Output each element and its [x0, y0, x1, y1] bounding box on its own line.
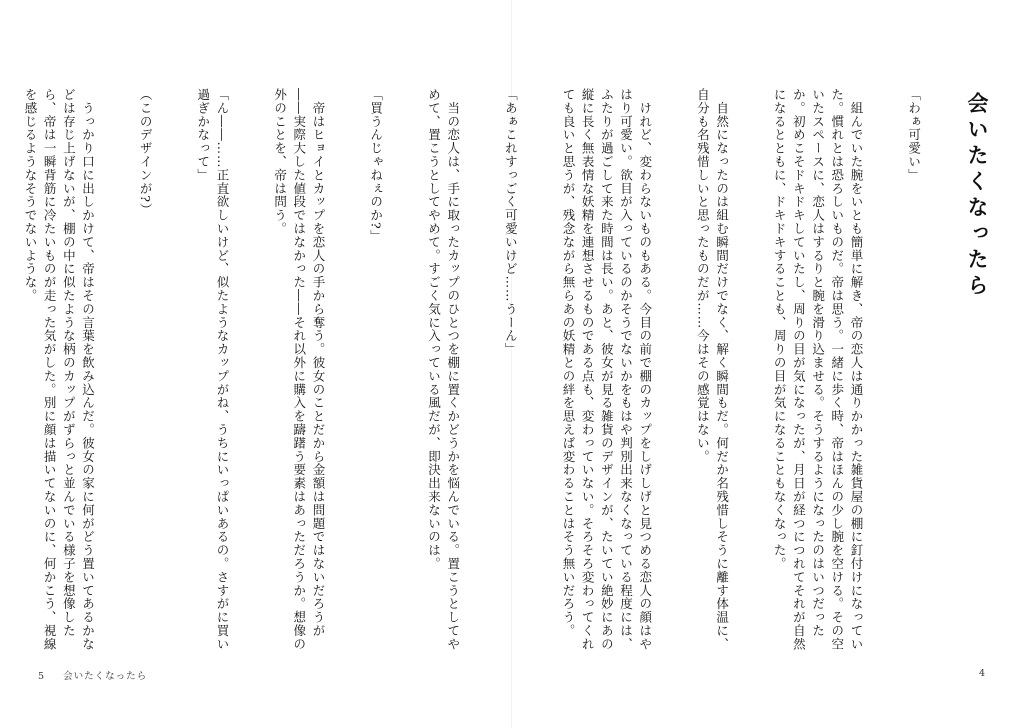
left-page-body: [22, 88, 424, 658]
left-page-footer: [38, 668, 147, 682]
paragraph: 「買うんじゃねぇのか?」: [368, 88, 384, 244]
paragraph: 「わぁ可愛い」: [906, 88, 922, 182]
right-page-body: [426, 88, 962, 658]
paragraph: 自然になったのは組む瞬間だけでなく、解く瞬間もだ。何だか名残惜しそうに離す体温に、自分も名残惜しいと思ったものだが……今はその感覚はない。: [695, 88, 730, 651]
paragraph: けれど、変わらないものもある。今目の前で棚のカップをしげしげと見つめる恋人の顔はやはり可愛い。欲目が入っているのかそうでないかをもはや判別出来なくなっている程度には、ふたりが過ごして来た時間は長い。あと、彼女が見る雑貨のデザインが、たいてい絶妙にあの縦に長く無表情な妖精を連想させるものである点も、変わっていない。そろそろ変わってくれても良いと思うが、残念ながら無らあの妖精との絆を思えば変わることはそう無いだろう。: [560, 88, 653, 651]
paragraph: 帝はヒョイとカップを恋人の手から奪う。彼女のことだから金額は問題ではないだろうが――実際大した値段ではなかった――それ以外に購入を躊躇う要素はあっただろうか。想像の外のことを、帝は問う。: [272, 88, 326, 651]
page-number: 4: [978, 668, 986, 679]
paragraph: 当の恋人は、手に取ったカップのひとつを棚に置くかどうかを悩んでいる。置こうとしてやめて、置こうとしてやめて。すごく気に入っている風だが、即決出来ないのは。: [426, 88, 461, 651]
paragraph: 組んでいた腕をいとも簡単に解き、帝の恋人は通りかかった雑貨屋の棚に釘付けになっていた。慣れとは恐ろしいものだ。帝は思う。一緒に歩く時、帝はほんの少し腕を空ける。その空いたスペースに、恋人はするりと腕を滑り込ませる。そうするようになったのはいつだったか。初めこそドキドキしていたし、周りの目が気になったが、月日が経つにつれてそれが自然になるとともに、ドキドキすることも、周りの目が気になることもなくなった。: [772, 88, 864, 651]
running-header: 会いたくなったら: [63, 671, 148, 682]
right-page-footer: [979, 668, 986, 679]
page-number: 5: [38, 671, 46, 682]
paragraph: 「ん――……正直欲しいけど、似たようなカップがね、うちにいっぱいあるの。さすがに買い過ぎかなって」: [195, 88, 230, 651]
right-page: [426, 0, 1024, 728]
paragraph: うっかり口に出しかけて、帝はその言葉を飲み込んだ。彼女の家に何がどう置いてあるかなどは存じ上げないが、棚の中に似たような柄のカップがずらっと並んでいる様子を想像したら、帝は一瞬背筋に冷たいものが走った気がした。別に顔は描いてないのに、何かこう、視線を感じるようなそうでないような。: [22, 88, 96, 651]
chapter-title: 会いたくなったら: [965, 92, 990, 300]
paragraph: （このデザインが?）: [138, 88, 154, 217]
paragraph: 「あぁこれすっごく可愛いけど……うーん」: [503, 88, 519, 356]
